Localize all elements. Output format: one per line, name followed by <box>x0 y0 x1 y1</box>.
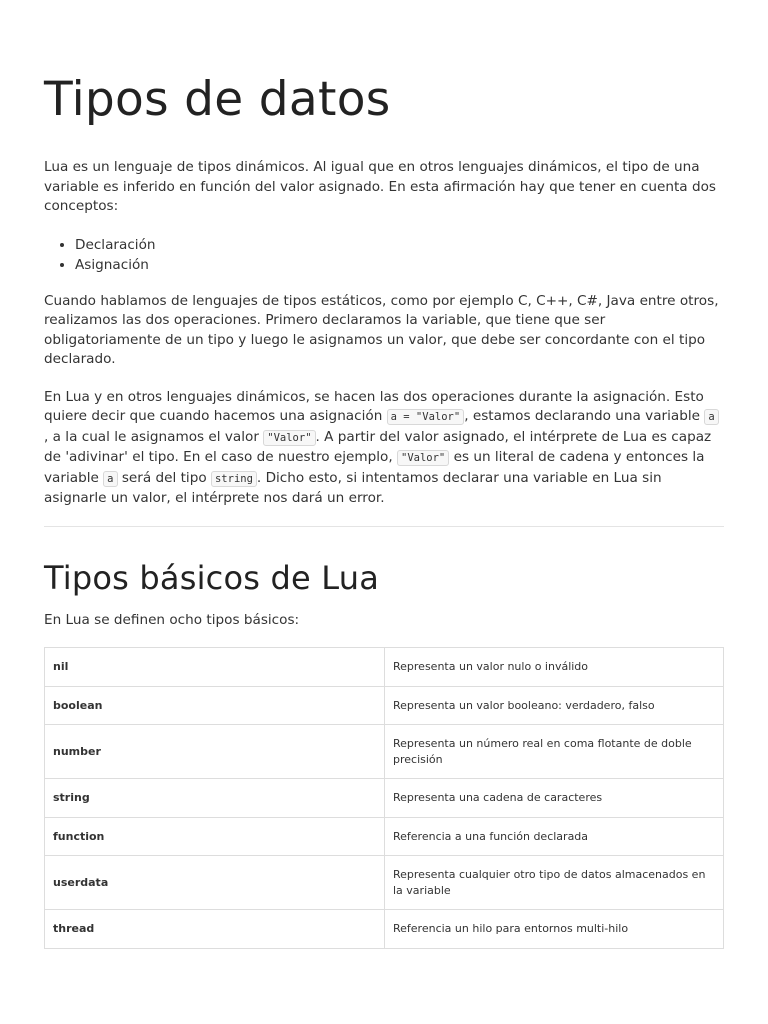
table-row <box>45 817 724 856</box>
list-item: • Asignación <box>75 255 724 275</box>
type-name-cell: thread <box>45 910 385 949</box>
table-row <box>45 686 724 725</box>
table-row <box>45 779 724 818</box>
type-name-cell: string <box>45 779 385 818</box>
table-row <box>45 910 724 949</box>
type-description-cell: Representa un valor booleano: verdadero, falso <box>385 686 724 725</box>
paragraph-text: . A partir del valor asignado, el intérprete de Lua es capaz de 'adivinar' el tipo. En el caso de nuestro ejemplo, <box>44 428 712 465</box>
table-row <box>45 856 724 910</box>
inline-code: a <box>103 471 117 487</box>
type-description-cell: Representa un número real en coma flotante de doble precisión <box>385 725 724 779</box>
type-name-cell: boolean <box>45 686 385 725</box>
page-title: Tipos de datos <box>44 72 391 127</box>
intro-paragraph: Lua es un lenguaje de tipos dinámicos. Al igual que en otros lenguajes dinámicos, el tipo de una variable es inferido en función del valor asignado. En esta afirmación hay que tener en cuenta dos conceptos: <box>44 159 716 214</box>
type-description-cell: Representa una cadena de caracteres <box>385 779 724 818</box>
type-name-cell: number <box>45 725 385 779</box>
type-description-cell: Referencia un hilo para entornos multi-hilo <box>385 910 724 949</box>
types-table <box>44 647 724 949</box>
section-heading: Tipos básicos de Lua <box>44 558 380 597</box>
type-description-cell: Referencia a una función declarada <box>385 817 724 856</box>
type-name-cell: function <box>45 817 385 856</box>
type-name-cell: userdata <box>45 856 385 910</box>
type-description-cell: Representa un valor nulo o inválido <box>385 648 724 687</box>
paragraph-text: . Dicho esto, si intentamos declarar una variable en Lua sin asignarle un valor, el intérprete nos dará un error. <box>44 469 662 506</box>
dynamic-types-paragraph <box>44 388 724 509</box>
table-row <box>45 648 724 687</box>
inline-code: a = "Valor" <box>387 409 465 425</box>
paragraph-text: En Lua y en otros lenguajes dinámicos, se hacen las dos operaciones durante la asignación. Esto quiere decir que cuando hacemos una asignación <box>44 388 704 424</box>
concepts-list <box>44 235 724 275</box>
list-item: • Declaración <box>75 235 724 255</box>
type-description-cell: Representa cualquier otro tipo de datos almacenados en la variable <box>385 856 724 910</box>
paragraph-text: será del tipo <box>117 469 211 486</box>
static-types-paragraph: Cuando hablamos de lenguajes de tipos estáticos, como por ejemplo C, C++, C#, Java entre otros, realizamos las dos operaciones. Primero declaramos la variable, que tiene que ser obligatoriamente de un tipo y luego le asignamos un valor, que debe ser concordante con el tipo declarado. <box>44 292 719 367</box>
table-row <box>45 725 724 779</box>
paragraph-text: es un literal de cadena y entonces la variable <box>44 449 705 486</box>
inline-code: string <box>211 471 257 487</box>
document-page <box>44 0 724 949</box>
paragraph-text: , estamos declarando una variable <box>464 408 705 424</box>
inline-code: a <box>704 409 718 425</box>
paragraph-text: , a la cual le asignamos el valor <box>44 428 264 445</box>
inline-code: "Valor" <box>397 450 449 466</box>
types-intro: En Lua se definen ocho tipos básicos: <box>44 611 300 628</box>
type-name-cell: nil <box>45 648 385 687</box>
inline-code: "Valor" <box>263 430 315 446</box>
